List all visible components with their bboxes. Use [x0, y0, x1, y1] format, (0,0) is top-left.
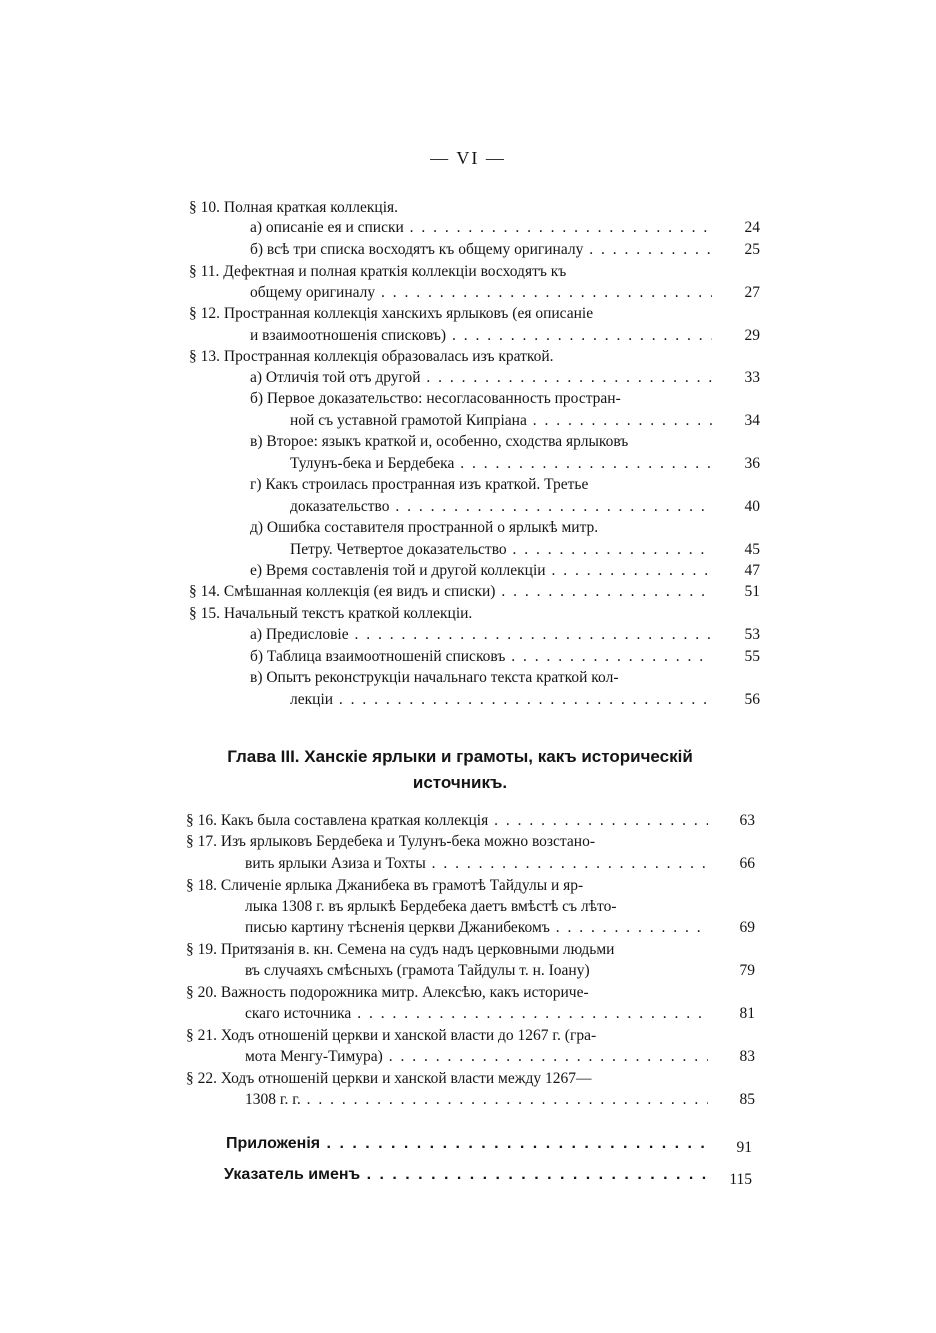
toc-page: 51	[744, 583, 760, 600]
toc-entry: б) всѣ три списка восходятъ къ общему оригиналу . . .	[250, 240, 712, 260]
toc-entry: § 19. Притязанія в. кн. Семена на судъ надъ церковными людьми	[186, 941, 615, 958]
toc-page: 29	[744, 327, 760, 344]
index-page: 115	[729, 1171, 752, 1188]
toc-entry: ной съ уставной грамотой Кипріана . . .	[290, 411, 712, 431]
chapter-title-line-2: источникъ.	[412, 773, 508, 792]
index-entry: Указатель именъ . . .	[224, 1165, 708, 1185]
toc-entry: скаго источника . . .	[245, 1004, 708, 1024]
toc-entry: Петру. Четвертое доказательство . . .	[290, 540, 712, 560]
toc-entry: вить ярлыки Азиза и Тохты . . .	[245, 854, 708, 874]
toc-page: 47	[744, 562, 760, 579]
toc-entry: и взаимоотношенія списковъ) . . .	[250, 326, 712, 346]
toc-entry: 1308 г. г. . . .	[245, 1090, 708, 1110]
toc-entry: § 17. Изъ ярлыковъ Бердебека и Тулунъ-бека можно возстано-	[186, 833, 595, 850]
toc-entry: доказательство . . .	[290, 497, 712, 517]
toc-entry: лыка 1308 г. въ ярлыкѣ Бердебека даетъ вмѣстѣ съ лѣто-	[245, 898, 617, 915]
toc-entry: г) Какъ строилась пространная изъ краткой. Третье	[250, 476, 589, 493]
toc-entry: в) Второе: языкъ краткой и, особенно, сходства ярлыковъ	[250, 433, 629, 450]
toc-entry: а) Предисловіе . . .	[250, 625, 712, 645]
toc-page: 81	[739, 1005, 755, 1022]
toc-entry: § 12. Пространная коллекція ханскихъ ярлыковъ (ея описаніе	[189, 305, 594, 322]
toc-page: 63	[739, 812, 755, 829]
toc-entry: Тулунъ-бека и Бердебека . . .	[290, 454, 712, 474]
toc-entry: § 13. Пространная коллекція образовалась изъ краткой.	[189, 348, 554, 365]
toc-entry: § 18. Сличеніе ярлыка Джанибека въ грамотѣ Тайдулы и яр-	[186, 877, 584, 894]
toc-entry: общему оригиналу . . .	[250, 283, 712, 303]
toc-page: 40	[744, 498, 760, 515]
toc-page: 34	[744, 412, 760, 429]
toc-entry: § 22. Ходъ отношеній церкви и ханской власти между 1267—	[186, 1070, 592, 1087]
toc-page: 33	[744, 369, 760, 386]
toc-page: 83	[739, 1048, 755, 1065]
toc-page: 45	[744, 541, 760, 558]
toc-entry: § 20. Важность подорожника митр. Алексѣю, какъ историче-	[186, 984, 589, 1001]
toc-entry: § 10. Полная краткая коллекція.	[189, 199, 399, 216]
toc-entry: в) Опытъ реконструкціи начальнаго текста краткой кол-	[250, 669, 619, 686]
toc-page: 25	[744, 241, 760, 258]
toc-entry: а) Отличія той отъ другой . . .	[250, 368, 712, 388]
toc-entry: б) Первое доказательство: несогласованность простран-	[250, 390, 621, 407]
toc-entry: § 15. Начальный текстъ краткой коллекціи.	[189, 605, 473, 622]
toc-page: 66	[739, 855, 755, 872]
toc-entry: е) Время составленія той и другой коллекціи . . .	[250, 561, 712, 581]
toc-page: 85	[739, 1091, 755, 1108]
toc-page: 24	[744, 219, 760, 236]
toc-entry: § 16. Какъ была составлена краткая коллекція . . .	[186, 811, 708, 831]
toc-entry: д) Ошибка составителя пространной о ярлыкѣ митр.	[250, 519, 599, 536]
toc-entry: писью картину тѣсненія церкви Джанибекомъ . . .	[245, 918, 708, 938]
page-number: — VI —	[430, 148, 506, 168]
toc-entry: § 21. Ходъ отношеній церкви и ханской власти до 1267 г. (гра-	[186, 1027, 597, 1044]
toc-page: 69	[739, 919, 755, 936]
toc-entry: лекціи . . .	[290, 690, 712, 710]
toc-page: 79	[739, 962, 755, 979]
appendix-page: 91	[736, 1139, 752, 1156]
toc-page: 56	[744, 691, 760, 708]
chapter-title-line-1: Глава III. Ханскіе ярлыки и грамоты, какъ историческій	[227, 747, 693, 766]
toc-page: 53	[744, 626, 760, 643]
toc-entry: мота Менгу-Тимура) . . .	[245, 1047, 708, 1067]
toc-entry: въ случаяхъ смѣсныхъ (грамота Тайдулы т. н. Іоану)	[245, 962, 590, 979]
appendix-entry: Приложенія . . .	[226, 1134, 708, 1154]
toc-page: 36	[744, 455, 760, 472]
toc-entry: а) описаніе ея и списки . . .	[250, 218, 712, 238]
toc-page: 27	[744, 284, 760, 301]
toc-entry: § 11. Дефектная и полная краткія коллекціи восходятъ къ	[189, 263, 567, 280]
toc-entry: б) Таблица взаимоотношеній списковъ . . .	[250, 647, 712, 667]
toc-page: 55	[744, 648, 760, 665]
chapter-heading	[180, 744, 740, 796]
toc-entry: § 14. Смѣшанная коллекція (ея видъ и списки) . . .	[189, 582, 712, 602]
